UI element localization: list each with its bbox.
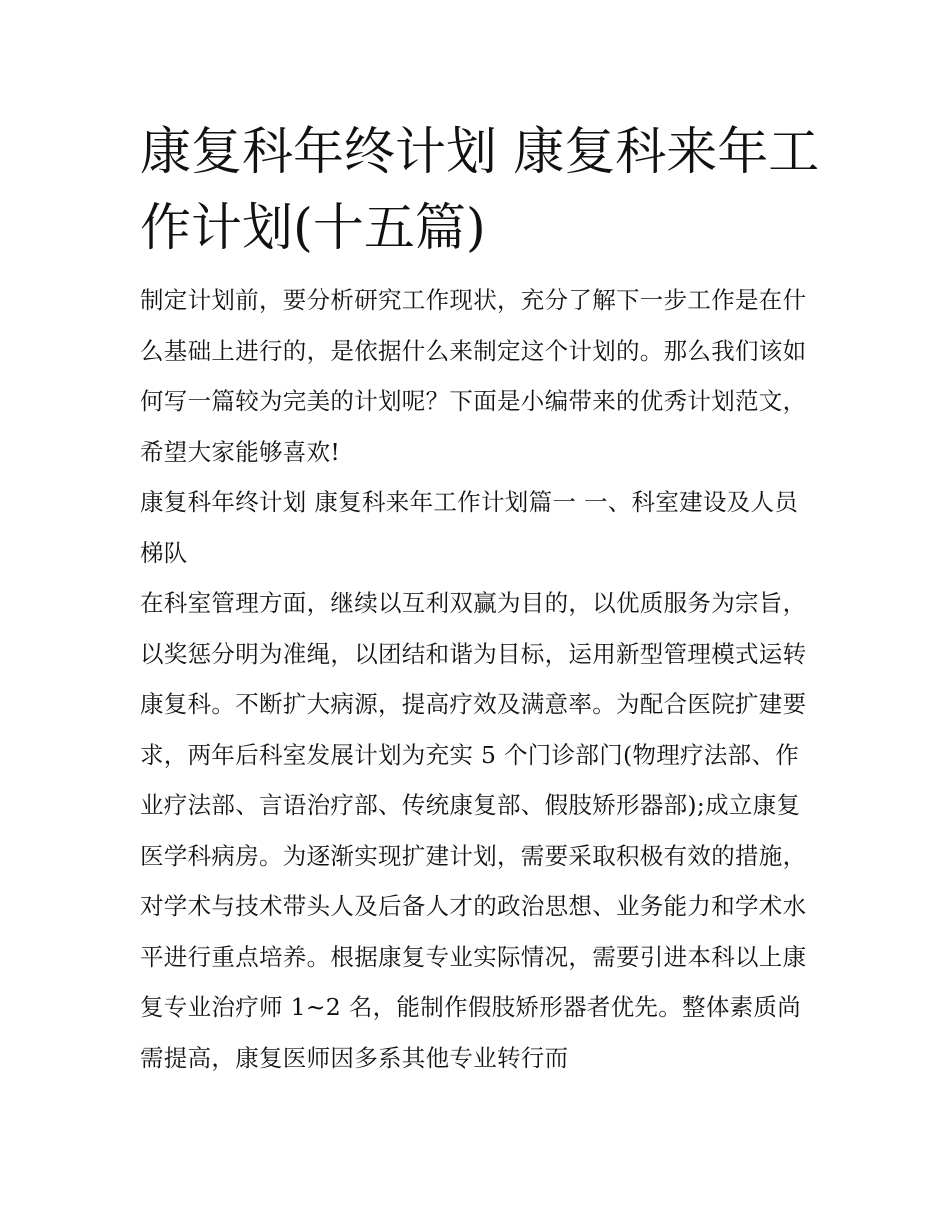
intro-paragraph: 制定计划前，要分析研究工作现状，充分了解下一步工作是在什么基础上进行的，是依据什么来制定这个计划的。那么我们该如何写一篇较为完美的计划呢？下面是小编带来的优秀计划范文，希望大家能够喜欢!	[140, 286, 807, 466]
document-title: 康复科年终计划 康复科来年工作计划(十五篇)	[140, 123, 820, 258]
body-paragraph: 在科室管理方面，继续以互利双赢为目的，以优质服务为宗旨，以奖惩分明为准绳，以团结和谐为目标，运用新型管理模式运转康复科。不断扩大病源，提高疗效及满意率。为配合医院扩建要求，两年后科室发展计划为充实 5 个门诊部门(物理疗法部、作业疗法部、言语治疗部、传统康复部、假肢矫形器部);成立康复医学科病房。为逐渐实现扩建计划，需要采取积极有效的措施，对学术与技术带头人及后备人才的政治思想、业务能力和学术水平进行重点培养。根据康复专业实际情况，需要引进本科以上康复专业治疗师 1~2 名，能制作假肢矫形器者优先。整体素质尚需提高，康复医师因多系其他专业转行而	[140, 589, 807, 1072]
section-heading-paragraph: 康复科年终计划 康复科来年工作计划篇一 一、科室建设及人员梯队	[140, 488, 799, 567]
